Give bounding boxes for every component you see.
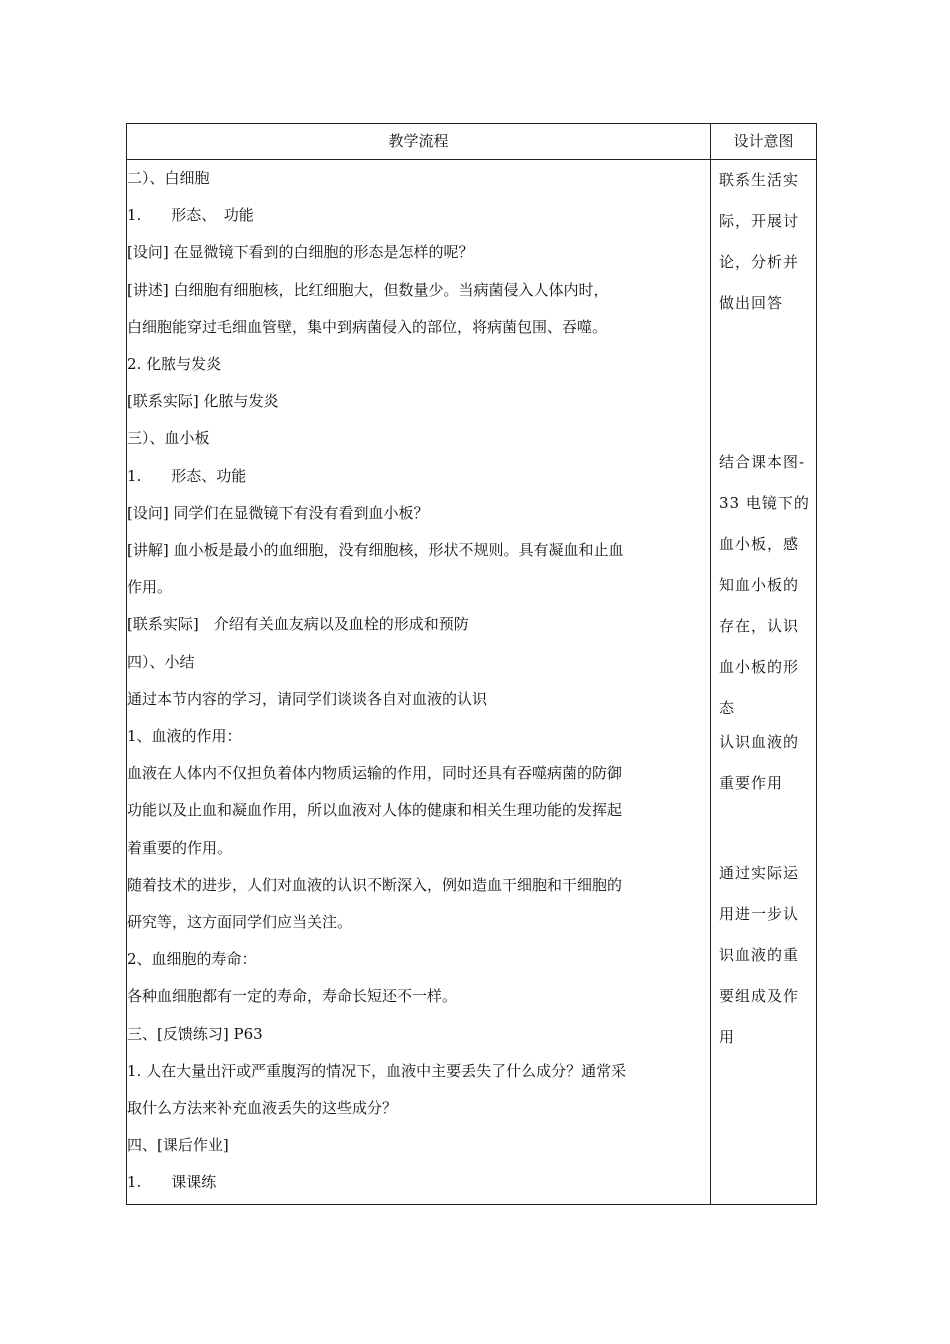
design-note: 结合课本图-33 电镜下的血小板，感知血小板的存在，认识血小板的形态: [719, 453, 810, 717]
section-summary: 四）、小结: [127, 652, 195, 671]
text-line: [设问] 在显微镜下看到的白细胞的形态是怎样的呢？: [127, 243, 474, 262]
text-line: 2. 化脓与发炎: [127, 355, 222, 374]
teaching-process-text: [127, 160, 710, 1202]
design-note: 通过实际运用进一步认识血液的重要组成及作用: [719, 864, 800, 1046]
text-line: 着重要的作用。: [127, 838, 233, 857]
header-teaching-process: 教学流程: [127, 124, 711, 160]
section-feedback-exercise: 三、[反馈练习] P63: [127, 1024, 263, 1043]
text-line: 1. 课课练: [127, 1173, 217, 1192]
header-row: [127, 124, 817, 160]
text-line: 各种血细胞都有一定的寿命，寿命长短还不一样。: [127, 987, 458, 1006]
section-white-blood-cells: 二）、白细胞: [127, 169, 210, 187]
section-platelets: 三）、血小板: [127, 429, 210, 448]
text-line: 作用。: [127, 578, 173, 597]
text-line: 随着技术的进步，人们对血液的认识不断深入，例如造血干细胞和干细胞的: [127, 875, 623, 894]
teaching-process-cell: [127, 160, 711, 1205]
design-intent-cell: [711, 160, 817, 1205]
lesson-plan-table: [126, 123, 817, 1205]
content-row: [127, 160, 817, 1205]
text-line: 研究等，这方面同学们应当关注。: [127, 913, 353, 932]
text-line: [联系实际] 化脓与发炎: [127, 392, 279, 411]
text-line: [讲述] 白细胞有细胞核，比红细胞大，但数量少。当病菌侵入人体内时，: [127, 280, 609, 299]
text-line: 通过本节内容的学习，请同学们谈谈各自对血液的认识: [127, 689, 488, 708]
text-line: 取什么方法来补充血液丢失的这些成分？: [127, 1099, 398, 1118]
text-line: 1. 形态、 功能: [127, 206, 254, 225]
text-line: 血液在人体内不仅担负着体内物质运输的作用，同时还具有吞噬病菌的防御: [127, 764, 623, 783]
text-line: [设问] 同学们在显微镜下有没有看到血小板？: [127, 503, 429, 522]
text-line: 功能以及止血和凝血作用，所以血液对人体的健康和相关生理功能的发挥起: [127, 801, 623, 820]
text-line: [讲解] 血小板是最小的血细胞，没有细胞核，形状不规则。具有凝血和止血: [127, 541, 624, 560]
text-line: 1、血液的作用：: [127, 727, 242, 746]
design-note: 认识血液的重要作用: [719, 733, 800, 792]
text-line: 白细胞能穿过毛细血管壁，集中到病菌侵入的部位，将病菌包围、吞噬。: [127, 317, 608, 336]
section-homework: 四、[课后作业]: [127, 1136, 229, 1155]
text-line: 2、血细胞的寿命：: [127, 950, 257, 969]
text-line: [联系实际] 介绍有关血友病以及血栓的形成和预防: [127, 615, 469, 634]
text-line: 1. 人在大量出汗或严重腹泻的情况下，血液中主要丢失了什么成分？通常采: [127, 1061, 627, 1080]
text-line: 1. 形态、功能: [127, 466, 247, 485]
design-note: 联系生活实际，开展讨论，分析并做出回答: [719, 171, 800, 312]
header-design-intent: 设计意图: [711, 124, 817, 160]
